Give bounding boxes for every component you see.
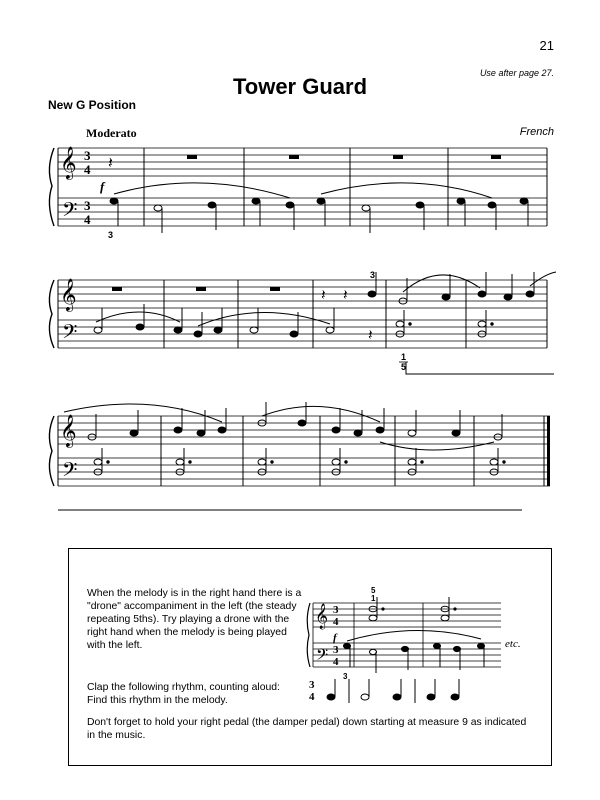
position-subtitle: New G Position bbox=[48, 98, 137, 112]
example-fingering-lh: 3 bbox=[343, 672, 348, 681]
composer-credit: French bbox=[519, 126, 554, 138]
bass-clef-icon: 𝄢 bbox=[62, 198, 78, 226]
music-system-3 bbox=[0, 398, 600, 518]
staff-lines bbox=[58, 416, 550, 486]
lh-notes-3 bbox=[94, 448, 505, 475]
rhythm-instruction-line2: Find this rhythm in the melody. bbox=[87, 695, 228, 706]
brace bbox=[49, 148, 54, 226]
dynamic-forte: f bbox=[100, 179, 105, 194]
drone-explanation: When the melody is in the right hand there is a "drone" accompaniment in the left (the steady repeating 5ths). Try playing a drone with the right hand when the melody is being played with the left. bbox=[87, 588, 302, 651]
bass-clef-icon: 𝄢 bbox=[62, 320, 78, 348]
lh-notes-1 bbox=[110, 198, 528, 233]
drone-example-staff bbox=[305, 575, 545, 681]
usage-note: Use after page 27. bbox=[479, 68, 554, 78]
phrase-slurs bbox=[114, 183, 492, 198]
svg-text:4: 4 bbox=[333, 616, 339, 628]
svg-text:4: 4 bbox=[84, 162, 91, 177]
whole-rests bbox=[112, 287, 280, 291]
svg-text:1: 1 bbox=[401, 352, 407, 362]
etc-label: etc. bbox=[505, 638, 521, 650]
barlines bbox=[58, 280, 547, 348]
example-fingering-mid: 1 bbox=[371, 594, 376, 603]
svg-text:3: 3 bbox=[333, 644, 339, 656]
barlines bbox=[58, 148, 547, 226]
svg-text:5: 5 bbox=[401, 362, 407, 372]
rh-notes-2 bbox=[368, 272, 534, 304]
svg-text:3: 3 bbox=[370, 270, 376, 280]
quarter-rest-icon: 𝄽 bbox=[343, 286, 348, 304]
tempo-marking: Moderato bbox=[86, 126, 137, 140]
barlines bbox=[58, 416, 544, 486]
piece-title: Tower Guard bbox=[232, 74, 368, 99]
svg-text:3: 3 bbox=[333, 604, 339, 616]
treble-clef-icon: 𝄞 bbox=[60, 278, 77, 311]
bass-clef-icon: 𝄢 bbox=[62, 458, 78, 486]
svg-text:3: 3 bbox=[309, 679, 315, 691]
quarter-rest-icon: 𝄽 bbox=[321, 286, 326, 304]
practice-tip-box bbox=[68, 548, 552, 766]
svg-text:4: 4 bbox=[333, 656, 339, 668]
svg-text:4: 4 bbox=[309, 691, 315, 703]
bass-clef-icon: 𝄢 bbox=[316, 646, 329, 668]
svg-text:4: 4 bbox=[84, 212, 91, 227]
brace bbox=[49, 280, 54, 348]
quarter-rest-icon: 𝄽 bbox=[108, 153, 113, 172]
svg-text:3: 3 bbox=[84, 198, 91, 213]
treble-clef-icon: 𝄞 bbox=[315, 604, 329, 629]
final-barline bbox=[547, 416, 550, 486]
lh-notes-2 bbox=[94, 304, 493, 337]
brace bbox=[49, 416, 54, 486]
treble-clef-icon: 𝄞 bbox=[60, 414, 77, 447]
time-signature bbox=[84, 148, 91, 227]
music-system-2 bbox=[0, 262, 600, 382]
svg-text:3: 3 bbox=[84, 148, 91, 163]
staff-lines bbox=[58, 148, 547, 226]
quarter-rest-icon: 𝄽 bbox=[368, 326, 373, 344]
staff-lines bbox=[58, 280, 547, 348]
example-fingering-top: 5 bbox=[371, 586, 376, 595]
whole-rests bbox=[187, 155, 501, 159]
pedal-reminder: Don't forget to hold your right pedal (the damper pedal) down starting at measure 9 as indicated in the music. bbox=[87, 717, 527, 741]
page-number: 21 bbox=[539, 38, 554, 53]
phrase-slurs bbox=[64, 404, 494, 450]
rhythm-pattern bbox=[309, 675, 529, 705]
pedal-bracket bbox=[406, 362, 554, 374]
fingering-lh-start: 3 bbox=[108, 230, 114, 240]
treble-clef-icon: 𝄞 bbox=[60, 146, 77, 179]
rhythm-instructions bbox=[87, 681, 297, 707]
example-dynamic-forte: f bbox=[333, 632, 337, 644]
music-system-1 bbox=[0, 140, 600, 240]
rhythm-instruction-line1: Clap the following rhythm, counting aloud: bbox=[87, 682, 280, 693]
